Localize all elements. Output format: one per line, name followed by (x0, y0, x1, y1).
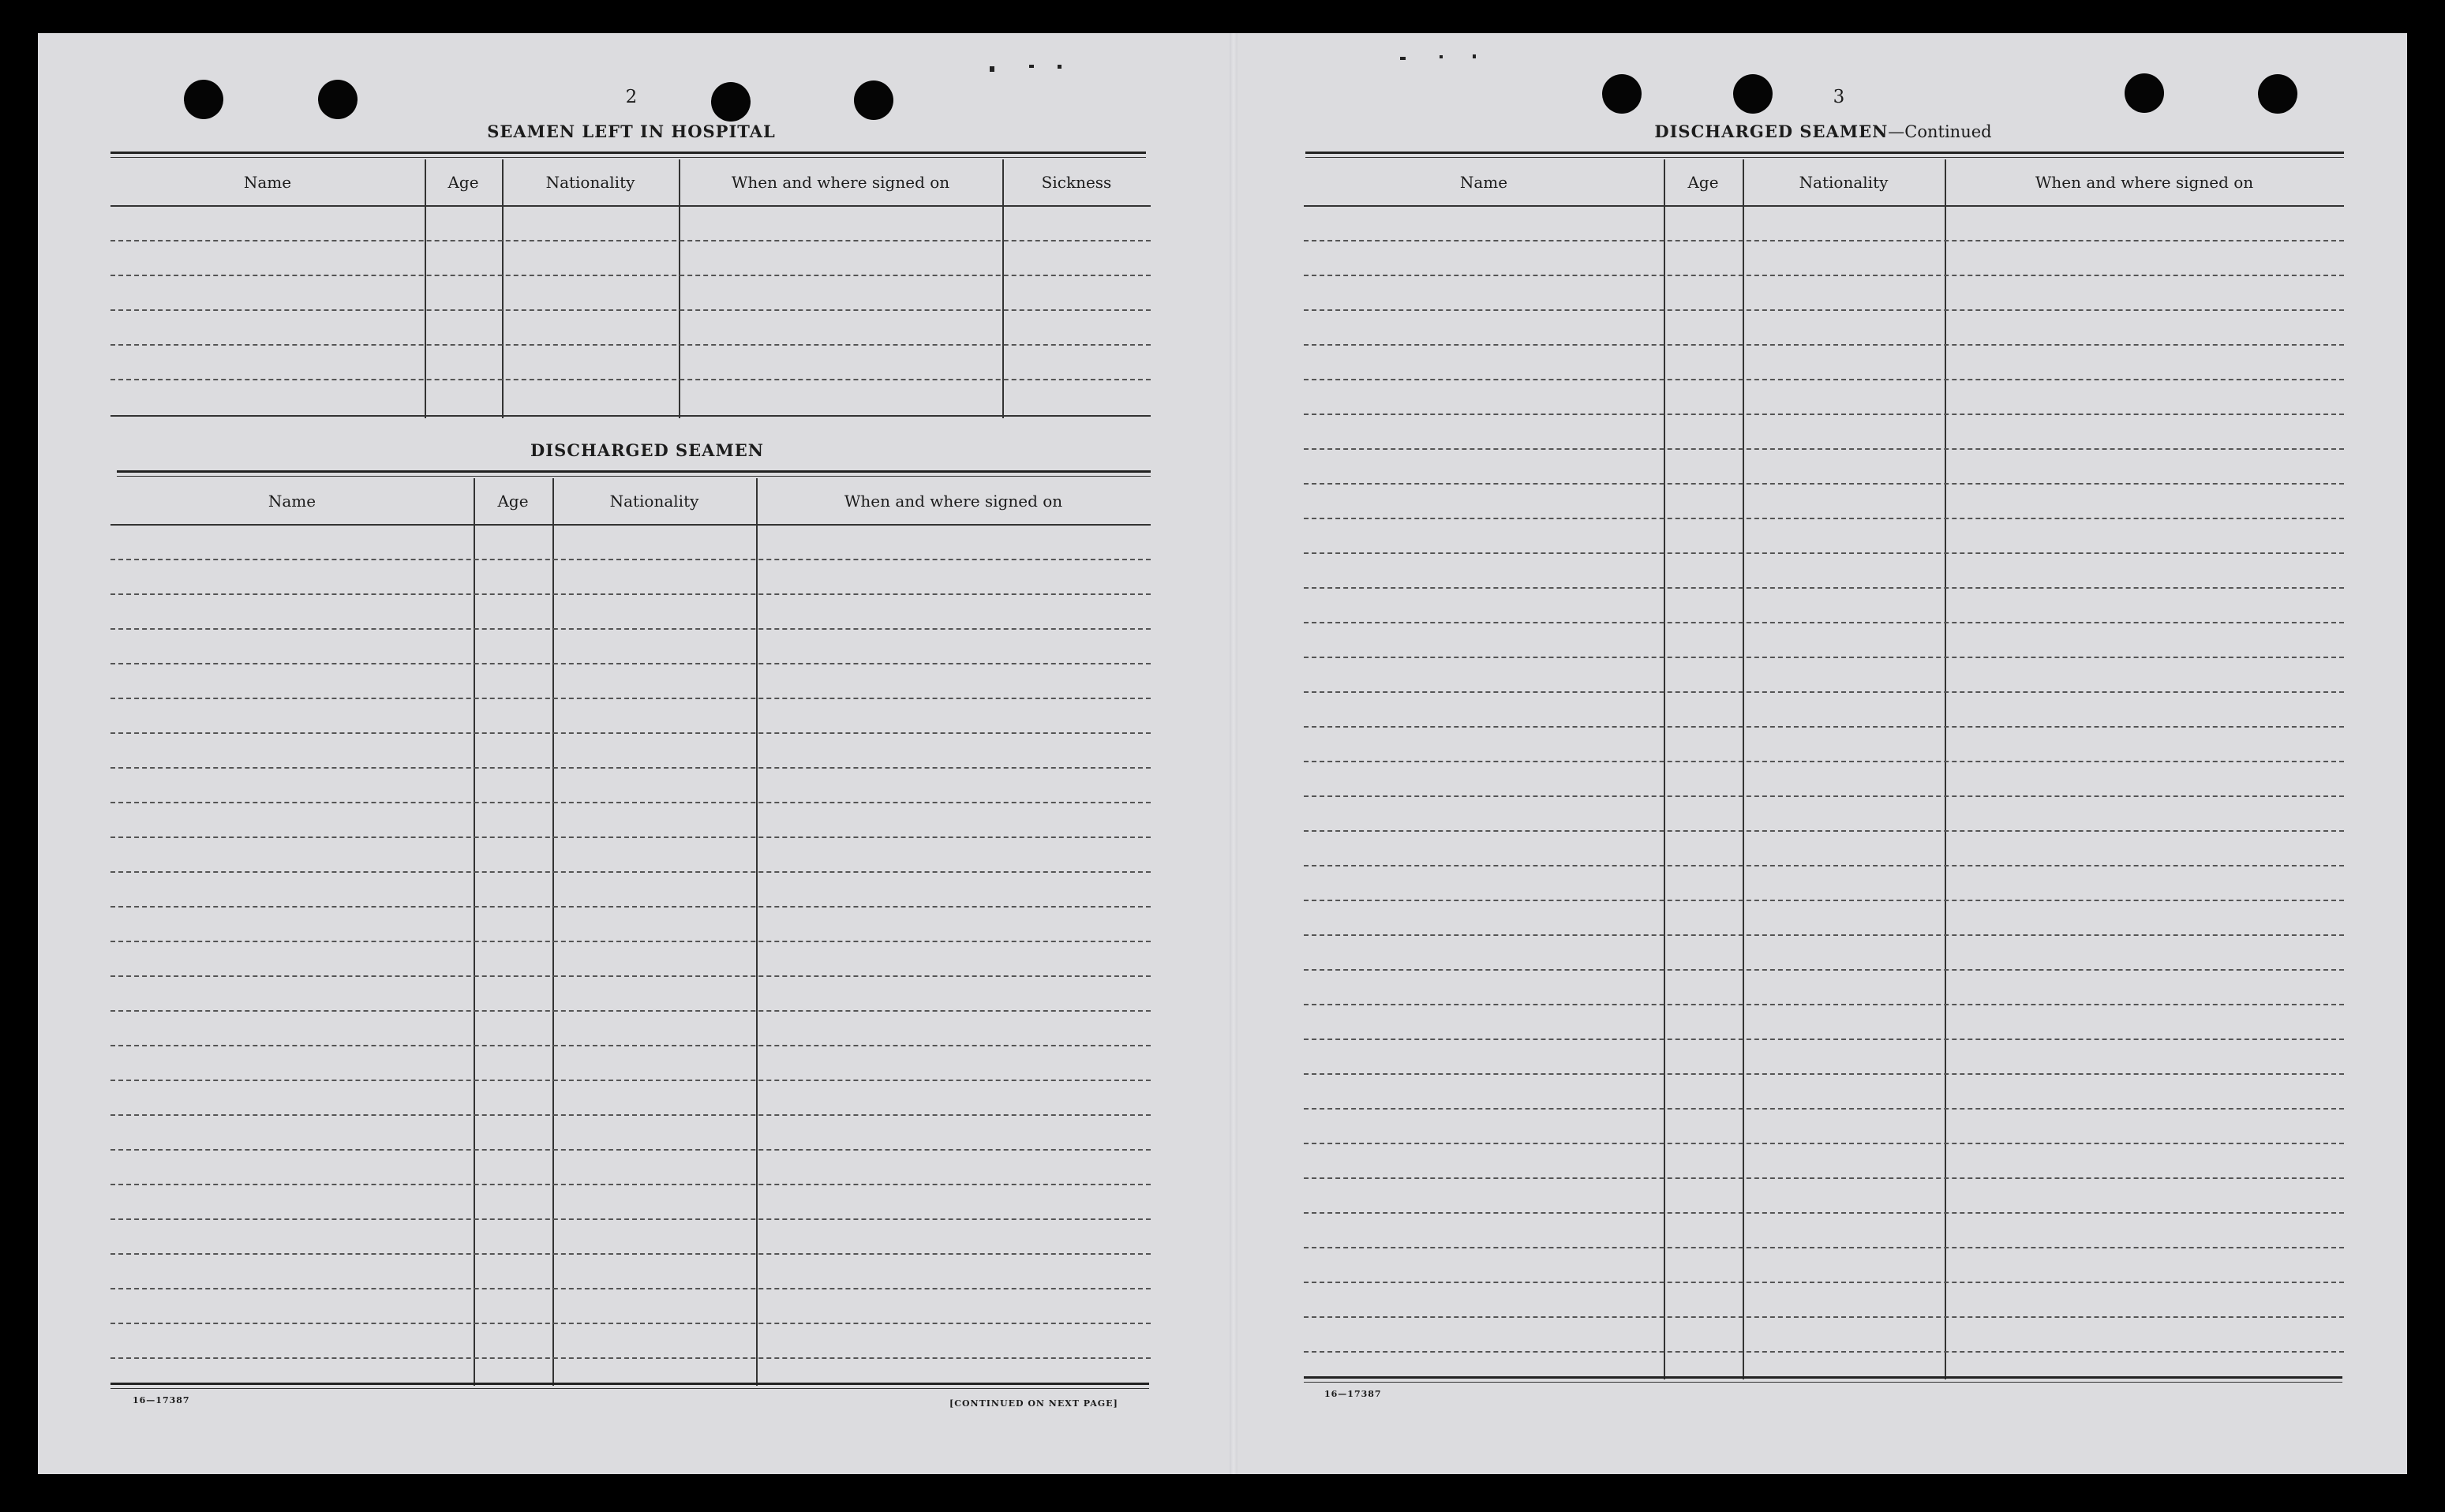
row-line (1304, 865, 2344, 866)
row-line (1304, 726, 2344, 728)
speck (1400, 57, 1406, 60)
col-header-sickness: Sickness (1041, 173, 1112, 192)
discharged-bottom-rule (110, 1383, 1149, 1389)
row-line (1304, 830, 2344, 832)
row-line (1304, 518, 2344, 519)
hospital-top-rule (110, 152, 1146, 158)
discharged-section-title: DISCHARGED SEAMEN (530, 440, 764, 460)
punch-hole (318, 80, 358, 119)
continued-note: [CONTINUED ON NEXT PAGE] (949, 1398, 1118, 1409)
punch-hole (2125, 73, 2164, 113)
row-line (110, 1010, 1151, 1012)
column-divider (1664, 159, 1665, 1379)
row-line (110, 309, 1151, 311)
row-line (1304, 761, 2344, 762)
row-line (1304, 1177, 2344, 1179)
row-line (1304, 344, 2344, 346)
row-line (110, 1149, 1151, 1151)
row-line (110, 836, 1151, 838)
discharged-top-rule (117, 470, 1151, 477)
row-line (1304, 483, 2344, 485)
row-line (1304, 1108, 2344, 1110)
col-header-age: Age (497, 492, 529, 511)
row-line (1304, 1282, 2344, 1283)
row-line (1304, 379, 2344, 380)
table-bottom-rule (110, 415, 1151, 417)
row-line (1304, 1316, 2344, 1318)
punch-hole (2258, 74, 2297, 114)
punch-hole (1733, 74, 1773, 114)
page-fold (1230, 33, 1237, 1474)
row-line (1304, 657, 2344, 658)
column-divider (552, 478, 554, 1386)
row-line (110, 802, 1151, 803)
row-line (110, 941, 1151, 942)
right-top-rule (1305, 152, 2344, 158)
header-rule (1304, 205, 2344, 207)
row-line (110, 379, 1151, 380)
row-line (1304, 900, 2344, 901)
discharged-table-left (110, 478, 1151, 1390)
row-line (110, 1288, 1151, 1289)
col-header-when-where: When and where signed on (844, 492, 1063, 511)
speck (1473, 54, 1476, 58)
row-line (110, 663, 1151, 664)
col-header-age: Age (1687, 173, 1719, 192)
discharged-continued-title-main: DISCHARGED SEAMEN (1654, 122, 1889, 141)
row-line (110, 593, 1151, 595)
column-divider (1743, 159, 1744, 1379)
row-line (110, 240, 1151, 241)
speck (1029, 65, 1034, 68)
row-line (110, 344, 1151, 346)
row-line (1304, 1004, 2344, 1005)
row-line (110, 1323, 1151, 1324)
row-line (1304, 448, 2344, 450)
row-line (110, 1114, 1151, 1116)
header-rule (110, 524, 1151, 526)
column-divider (474, 478, 475, 1386)
row-line (110, 275, 1151, 276)
column-divider (756, 478, 758, 1386)
col-header-when-where: When and where signed on (731, 173, 950, 192)
col-header-name: Name (268, 492, 316, 511)
row-line (1304, 414, 2344, 415)
row-line (110, 1080, 1151, 1081)
row-line (1304, 795, 2344, 797)
row-line (1304, 1039, 2344, 1040)
row-line (110, 628, 1151, 630)
row-line (1304, 1212, 2344, 1214)
row-line (1304, 1351, 2344, 1353)
speck (990, 66, 994, 72)
row-line (110, 767, 1151, 769)
discharged-table-right (1304, 159, 2344, 1383)
row-line (1304, 691, 2344, 693)
row-line (110, 906, 1151, 908)
col-header-age: Age (447, 173, 479, 192)
hospital-table (110, 159, 1151, 420)
hospital-section-title: SEAMEN LEFT IN HOSPITAL (487, 122, 776, 141)
row-line (1304, 622, 2344, 623)
page-number-left: 2 (625, 87, 638, 107)
punch-hole (184, 80, 223, 119)
row-line (1304, 552, 2344, 554)
row-line (1304, 275, 2344, 276)
row-line (1304, 934, 2344, 936)
speck (1440, 55, 1443, 58)
col-header-when-where: When and where signed on (2035, 173, 2254, 192)
row-line (110, 698, 1151, 699)
col-header-nationality: Nationality (545, 173, 635, 192)
form-code-right: 16—17387 (1324, 1389, 1382, 1399)
row-line (110, 871, 1151, 873)
col-header-nationality: Nationality (609, 492, 699, 511)
row-line (110, 1218, 1151, 1220)
discharged-continued-title (1626, 122, 2020, 141)
row-line (1304, 240, 2344, 241)
column-divider (1945, 159, 1946, 1379)
right-bottom-rule (1304, 1376, 2342, 1383)
row-line (110, 1045, 1151, 1046)
row-line (110, 1184, 1151, 1185)
header-rule (110, 205, 1151, 207)
row-line (110, 1357, 1151, 1359)
row-line (110, 1253, 1151, 1255)
speck (1058, 65, 1061, 69)
row-line (1304, 1073, 2344, 1075)
row-line (1304, 587, 2344, 589)
col-header-name: Name (1459, 173, 1508, 192)
col-header-nationality: Nationality (1799, 173, 1889, 192)
row-line (110, 975, 1151, 977)
row-line (1304, 309, 2344, 311)
row-line (1304, 1143, 2344, 1144)
punch-hole (854, 80, 893, 120)
form-code-left: 16—17387 (133, 1395, 190, 1405)
discharged-continued-suffix: —Continued (1888, 122, 1992, 141)
row-line (110, 559, 1151, 560)
row-line (1304, 969, 2344, 971)
punch-hole (711, 82, 751, 122)
page-number-right: 3 (1833, 87, 1845, 107)
col-header-name: Name (243, 173, 292, 192)
row-line (110, 732, 1151, 734)
punch-hole (1602, 74, 1642, 114)
row-line (1304, 1247, 2344, 1248)
